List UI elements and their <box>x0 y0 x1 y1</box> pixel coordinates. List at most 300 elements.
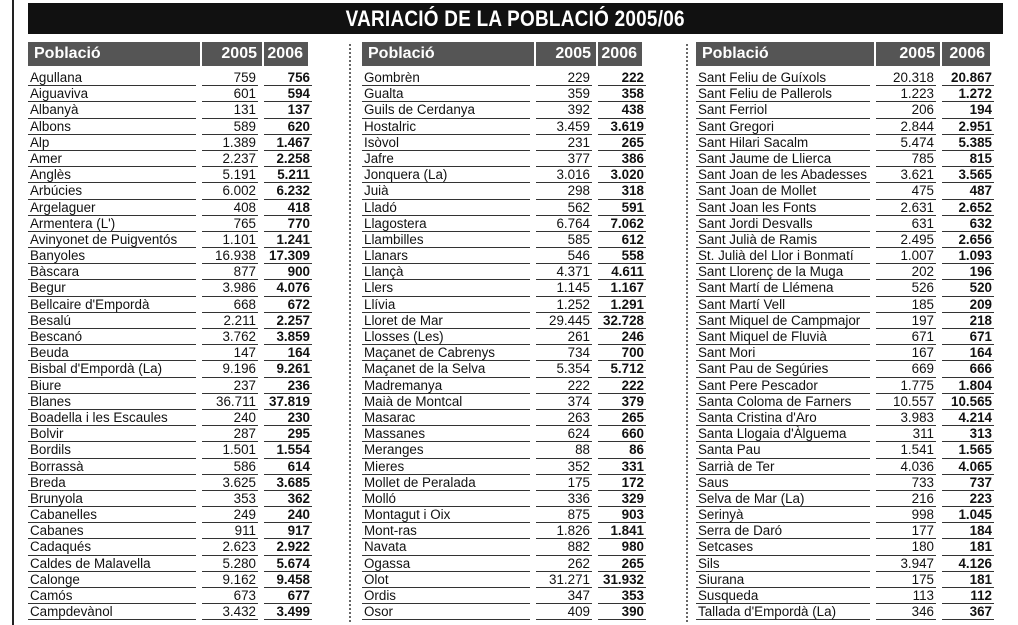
table-row <box>362 556 646 572</box>
table-row <box>696 604 994 620</box>
table-row <box>696 248 994 264</box>
population-2006: 4.065 <box>942 459 994 475</box>
table-row <box>362 588 646 604</box>
population-2005: 3.986 <box>202 280 258 296</box>
population-2006: 353 <box>598 588 646 604</box>
population-2005: 1.252 <box>536 297 592 313</box>
population-2005: 785 <box>876 151 936 167</box>
table-row <box>362 475 646 491</box>
population-2006: 1.804 <box>942 378 994 394</box>
population-2005: 29.445 <box>536 313 592 329</box>
population-2005: 359 <box>536 86 592 102</box>
table-row <box>696 200 994 216</box>
population-2005: 475 <box>876 183 936 199</box>
population-2006: 246 <box>598 329 646 345</box>
municipality-name: Mieres <box>362 459 530 475</box>
municipality-name: Avinyonet de Puigventós <box>28 232 196 248</box>
table-row <box>696 361 994 377</box>
municipality-name: Cabanes <box>28 523 196 539</box>
population-2005: 88 <box>536 442 592 458</box>
population-2005: 353 <box>202 491 258 507</box>
population-2005: 147 <box>202 345 258 361</box>
population-2005: 624 <box>536 426 592 442</box>
population-2005: 2.844 <box>876 119 936 135</box>
municipality-name: Maçanet de Cabrenys <box>362 345 530 361</box>
population-2005: 5.474 <box>876 135 936 151</box>
population-2006: 358 <box>598 86 646 102</box>
header-2005: 2005 <box>876 42 940 66</box>
population-2006: 3.685 <box>264 475 312 491</box>
population-2006: 5.674 <box>264 556 312 572</box>
population-2006: 1.841 <box>598 523 646 539</box>
municipality-name: Sant Pau de Segúries <box>696 361 870 377</box>
population-2006: 222 <box>598 70 646 86</box>
population-2006: 418 <box>264 200 312 216</box>
population-2005: 3.762 <box>202 329 258 345</box>
table-row <box>362 151 646 167</box>
population-2005: 585 <box>536 232 592 248</box>
population-2006: 1.045 <box>942 507 994 523</box>
population-2005: 1.775 <box>876 378 936 394</box>
population-2005: 31.271 <box>536 572 592 588</box>
population-2005: 262 <box>536 556 592 572</box>
municipality-name: Argelaguer <box>28 200 196 216</box>
population-2005: 673 <box>202 588 258 604</box>
population-2006: 5.211 <box>264 167 312 183</box>
population-2006: 32.728 <box>598 313 646 329</box>
municipality-name: Beuda <box>28 345 196 361</box>
population-2005: 911 <box>202 523 258 539</box>
table-row <box>28 588 312 604</box>
table-row <box>362 248 646 264</box>
population-2006: 218 <box>942 313 994 329</box>
municipality-name: Juià <box>362 183 530 199</box>
table-row <box>28 604 312 620</box>
municipality-name: Aiguaviva <box>28 86 196 102</box>
table-row <box>28 507 312 523</box>
population-2005: 2.623 <box>202 539 258 555</box>
municipality-name: Albons <box>28 119 196 135</box>
population-2005: 202 <box>876 264 936 280</box>
population-2005: 347 <box>536 588 592 604</box>
table-header <box>362 42 646 66</box>
municipality-name: Tallada d'Empordà (La) <box>696 604 870 620</box>
table-row <box>362 507 646 523</box>
population-2006: 700 <box>598 345 646 361</box>
table-row <box>696 70 994 86</box>
table-row <box>28 426 312 442</box>
population-2006: 1.272 <box>942 86 994 102</box>
population-2006: 660 <box>598 426 646 442</box>
population-2006: 4.126 <box>942 556 994 572</box>
population-2005: 222 <box>536 378 592 394</box>
table-row <box>696 539 994 555</box>
population-2006: 236 <box>264 378 312 394</box>
population-2005: 3.621 <box>876 167 936 183</box>
municipality-name: Maià de Montcal <box>362 394 530 410</box>
population-2005: 2.211 <box>202 313 258 329</box>
population-2005: 261 <box>536 329 592 345</box>
population-2006: 9.261 <box>264 361 312 377</box>
table-row <box>28 329 312 345</box>
population-2006: 4.611 <box>598 264 646 280</box>
table-row <box>362 491 646 507</box>
municipality-name: Sant Feliu de Guíxols <box>696 70 870 86</box>
municipality-name: Bàscara <box>28 264 196 280</box>
population-2006: 164 <box>942 345 994 361</box>
table-row <box>696 135 994 151</box>
municipality-name: Siurana <box>696 572 870 588</box>
table-row <box>28 394 312 410</box>
population-2005: 1.501 <box>202 442 258 458</box>
table-row <box>696 216 994 232</box>
population-2005: 1.007 <box>876 248 936 264</box>
municipality-name: Sant Miquel de Fluvià <box>696 329 870 345</box>
population-2005: 1.223 <box>876 86 936 102</box>
municipality-name: Camós <box>28 588 196 604</box>
population-2006: 3.020 <box>598 167 646 183</box>
population-2006: 1.291 <box>598 297 646 313</box>
population-2006: 1.167 <box>598 280 646 296</box>
population-2005: 263 <box>536 410 592 426</box>
table-row <box>28 280 312 296</box>
population-2006: 230 <box>264 410 312 426</box>
table-row <box>28 102 312 118</box>
population-2005: 759 <box>202 70 258 86</box>
population-2005: 10.557 <box>876 394 936 410</box>
table-row <box>696 280 994 296</box>
population-2006: 3.859 <box>264 329 312 345</box>
population-2006: 386 <box>598 151 646 167</box>
header-2005: 2005 <box>536 42 596 66</box>
municipality-name: Osor <box>362 604 530 620</box>
table-row <box>696 264 994 280</box>
municipality-name: Lladó <box>362 200 530 216</box>
municipality-name: Serra de Daró <box>696 523 870 539</box>
table-row <box>362 200 646 216</box>
table-row <box>362 539 646 555</box>
municipality-name: Llosses (Les) <box>362 329 530 345</box>
population-table <box>362 42 646 620</box>
population-2006: 594 <box>264 86 312 102</box>
population-table <box>696 42 994 620</box>
population-2006: 2.922 <box>264 539 312 555</box>
population-2006: 3.499 <box>264 604 312 620</box>
table-row <box>362 442 646 458</box>
population-2005: 229 <box>536 70 592 86</box>
population-2006: 3.565 <box>942 167 994 183</box>
population-2005: 175 <box>536 475 592 491</box>
population-2005: 374 <box>536 394 592 410</box>
table-row <box>28 523 312 539</box>
municipality-name: Sant Hilari Sacalm <box>696 135 870 151</box>
municipality-name: Armentera (L') <box>28 216 196 232</box>
table-row <box>696 232 994 248</box>
header-poblacio: Població <box>28 42 200 66</box>
population-2005: 408 <box>202 200 258 216</box>
municipality-name: Boadella i les Escaules <box>28 410 196 426</box>
population-2005: 16.938 <box>202 248 258 264</box>
population-2005: 669 <box>876 361 936 377</box>
population-2005: 231 <box>536 135 592 151</box>
table-row <box>362 167 646 183</box>
population-2006: 265 <box>598 410 646 426</box>
population-2006: 770 <box>264 216 312 232</box>
table-row <box>28 119 312 135</box>
population-2006: 900 <box>264 264 312 280</box>
table-row <box>28 442 312 458</box>
population-2006: 487 <box>942 183 994 199</box>
municipality-name: Susqueda <box>696 588 870 604</box>
table-row <box>28 70 312 86</box>
municipality-name: Cabanelles <box>28 507 196 523</box>
table-row <box>696 507 994 523</box>
municipality-name: Calonge <box>28 572 196 588</box>
header-2005: 2005 <box>202 42 262 66</box>
municipality-name: Gombrèn <box>362 70 530 86</box>
table-row <box>362 86 646 102</box>
population-2006: 2.258 <box>264 151 312 167</box>
population-2006: 620 <box>264 119 312 135</box>
population-2006: 331 <box>598 459 646 475</box>
header-2006: 2006 <box>264 42 308 66</box>
population-2005: 1.826 <box>536 523 592 539</box>
municipality-name: Mont-ras <box>362 523 530 539</box>
population-2006: 671 <box>942 329 994 345</box>
population-2005: 36.711 <box>202 394 258 410</box>
municipality-name: Sant Joan de Mollet <box>696 183 870 199</box>
table-row <box>362 119 646 135</box>
population-2006: 184 <box>942 523 994 539</box>
population-2005: 177 <box>876 523 936 539</box>
table-row <box>28 86 312 102</box>
population-2006: 815 <box>942 151 994 167</box>
table-row <box>362 459 646 475</box>
municipality-name: Olot <box>362 572 530 588</box>
municipality-name: Sant Mori <box>696 345 870 361</box>
population-2005: 249 <box>202 507 258 523</box>
population-2006: 666 <box>942 361 994 377</box>
table-row <box>28 361 312 377</box>
municipality-name: Massanes <box>362 426 530 442</box>
municipality-name: Agullana <box>28 70 196 86</box>
table-row <box>362 216 646 232</box>
table-row <box>362 297 646 313</box>
population-2006: 2.652 <box>942 200 994 216</box>
population-2006: 672 <box>264 297 312 313</box>
table-row <box>28 539 312 555</box>
population-2005: 5.191 <box>202 167 258 183</box>
population-2005: 589 <box>202 119 258 135</box>
population-2005: 1.145 <box>536 280 592 296</box>
population-2006: 1.467 <box>264 135 312 151</box>
population-2006: 390 <box>598 604 646 620</box>
municipality-name: Llançà <box>362 264 530 280</box>
population-2006: 756 <box>264 70 312 86</box>
table-row <box>362 361 646 377</box>
population-2006: 1.241 <box>264 232 312 248</box>
municipality-name: Sant Jordi Desvalls <box>696 216 870 232</box>
municipality-name: Selva de Mar (La) <box>696 491 870 507</box>
population-2005: 765 <box>202 216 258 232</box>
population-2006: 209 <box>942 297 994 313</box>
population-2005: 998 <box>876 507 936 523</box>
population-2006: 917 <box>264 523 312 539</box>
population-2006: 2.257 <box>264 313 312 329</box>
population-2005: 113 <box>876 588 936 604</box>
municipality-name: Blanes <box>28 394 196 410</box>
population-2005: 668 <box>202 297 258 313</box>
population-2005: 3.983 <box>876 410 936 426</box>
population-2006: 222 <box>598 378 646 394</box>
municipality-name: Jonquera (La) <box>362 167 530 183</box>
population-2006: 591 <box>598 200 646 216</box>
population-2005: 20.318 <box>876 70 936 86</box>
population-2006: 329 <box>598 491 646 507</box>
municipality-name: Sant Julià de Ramis <box>696 232 870 248</box>
table-row <box>696 151 994 167</box>
column-separator <box>349 44 351 622</box>
table-row <box>696 410 994 426</box>
municipality-name: Sant Joan les Fonts <box>696 200 870 216</box>
municipality-name: Caldes de Malavella <box>28 556 196 572</box>
table-row <box>28 572 312 588</box>
population-2005: 175 <box>876 572 936 588</box>
table-row <box>28 232 312 248</box>
municipality-name: Ordis <box>362 588 530 604</box>
table-row <box>362 280 646 296</box>
population-2005: 287 <box>202 426 258 442</box>
table-body <box>28 70 312 620</box>
municipality-name: Maçanet de la Selva <box>362 361 530 377</box>
population-2005: 546 <box>536 248 592 264</box>
municipality-name: Brunyola <box>28 491 196 507</box>
population-2005: 216 <box>876 491 936 507</box>
municipality-name: Meranges <box>362 442 530 458</box>
municipality-name: Anglès <box>28 167 196 183</box>
municipality-name: Guils de Cerdanya <box>362 102 530 118</box>
population-2005: 526 <box>876 280 936 296</box>
table-row <box>28 459 312 475</box>
municipality-name: Gualta <box>362 86 530 102</box>
table-row <box>696 394 994 410</box>
population-2005: 185 <box>876 297 936 313</box>
table-row <box>696 556 994 572</box>
table-row <box>696 588 994 604</box>
population-2006: 737 <box>942 475 994 491</box>
municipality-name: Bescanó <box>28 329 196 345</box>
population-2005: 311 <box>876 426 936 442</box>
municipality-name: Arbúcies <box>28 183 196 199</box>
population-2006: 295 <box>264 426 312 442</box>
population-2006: 265 <box>598 556 646 572</box>
table-row <box>362 135 646 151</box>
population-2006: 5.712 <box>598 361 646 377</box>
municipality-name: Sant Joan de les Abadesses <box>696 167 870 183</box>
population-2005: 9.162 <box>202 572 258 588</box>
population-2005: 298 <box>536 183 592 199</box>
table-row <box>28 297 312 313</box>
population-2006: 2.656 <box>942 232 994 248</box>
population-2005: 631 <box>876 216 936 232</box>
population-2005: 586 <box>202 459 258 475</box>
population-2005: 2.237 <box>202 151 258 167</box>
population-2005: 733 <box>876 475 936 491</box>
population-2006: 181 <box>942 572 994 588</box>
population-2006: 1.565 <box>942 442 994 458</box>
population-2006: 318 <box>598 183 646 199</box>
population-2006: 612 <box>598 232 646 248</box>
municipality-name: Sant Ferriol <box>696 102 870 118</box>
population-2006: 677 <box>264 588 312 604</box>
municipality-name: Ogassa <box>362 556 530 572</box>
table-row <box>696 102 994 118</box>
population-2005: 601 <box>202 86 258 102</box>
population-2006: 20.867 <box>942 70 994 86</box>
table-body <box>696 70 994 620</box>
table-row <box>28 200 312 216</box>
municipality-name: Madremanya <box>362 378 530 394</box>
table-row <box>696 475 994 491</box>
population-2005: 240 <box>202 410 258 426</box>
table-row <box>696 491 994 507</box>
municipality-name: Bisbal d'Empordà (La) <box>28 361 196 377</box>
header-2006: 2006 <box>942 42 990 66</box>
population-2006: 223 <box>942 491 994 507</box>
population-2006: 31.932 <box>598 572 646 588</box>
municipality-name: Jafre <box>362 151 530 167</box>
municipality-name: Alp <box>28 135 196 151</box>
population-2006: 520 <box>942 280 994 296</box>
municipality-name: Sant Martí de Llémena <box>696 280 870 296</box>
table-row <box>696 459 994 475</box>
table-row <box>28 183 312 199</box>
table-row <box>28 378 312 394</box>
population-2006: 10.565 <box>942 394 994 410</box>
table-row <box>362 378 646 394</box>
municipality-name: Borrassà <box>28 459 196 475</box>
table-row <box>696 426 994 442</box>
municipality-name: Montagut i Oix <box>362 507 530 523</box>
municipality-name: Llers <box>362 280 530 296</box>
population-2005: 237 <box>202 378 258 394</box>
population-2006: 558 <box>598 248 646 264</box>
population-2005: 1.101 <box>202 232 258 248</box>
population-2006: 172 <box>598 475 646 491</box>
population-2006: 86 <box>598 442 646 458</box>
title-banner <box>28 3 1003 34</box>
table-row <box>28 151 312 167</box>
table-body <box>362 70 646 620</box>
population-2006: 4.076 <box>264 280 312 296</box>
population-2005: 734 <box>536 345 592 361</box>
table-row <box>696 345 994 361</box>
municipality-name: Albanyà <box>28 102 196 118</box>
population-2006: 313 <box>942 426 994 442</box>
population-2006: 4.214 <box>942 410 994 426</box>
table-row <box>362 329 646 345</box>
population-2005: 3.625 <box>202 475 258 491</box>
population-2005: 9.196 <box>202 361 258 377</box>
header-poblacio: Població <box>362 42 534 66</box>
table-row <box>28 491 312 507</box>
population-2006: 181 <box>942 539 994 555</box>
municipality-name: Sant Jaume de Llierca <box>696 151 870 167</box>
population-2005: 3.016 <box>536 167 592 183</box>
population-2006: 614 <box>264 459 312 475</box>
population-2005: 180 <box>876 539 936 555</box>
population-2006: 5.385 <box>942 135 994 151</box>
